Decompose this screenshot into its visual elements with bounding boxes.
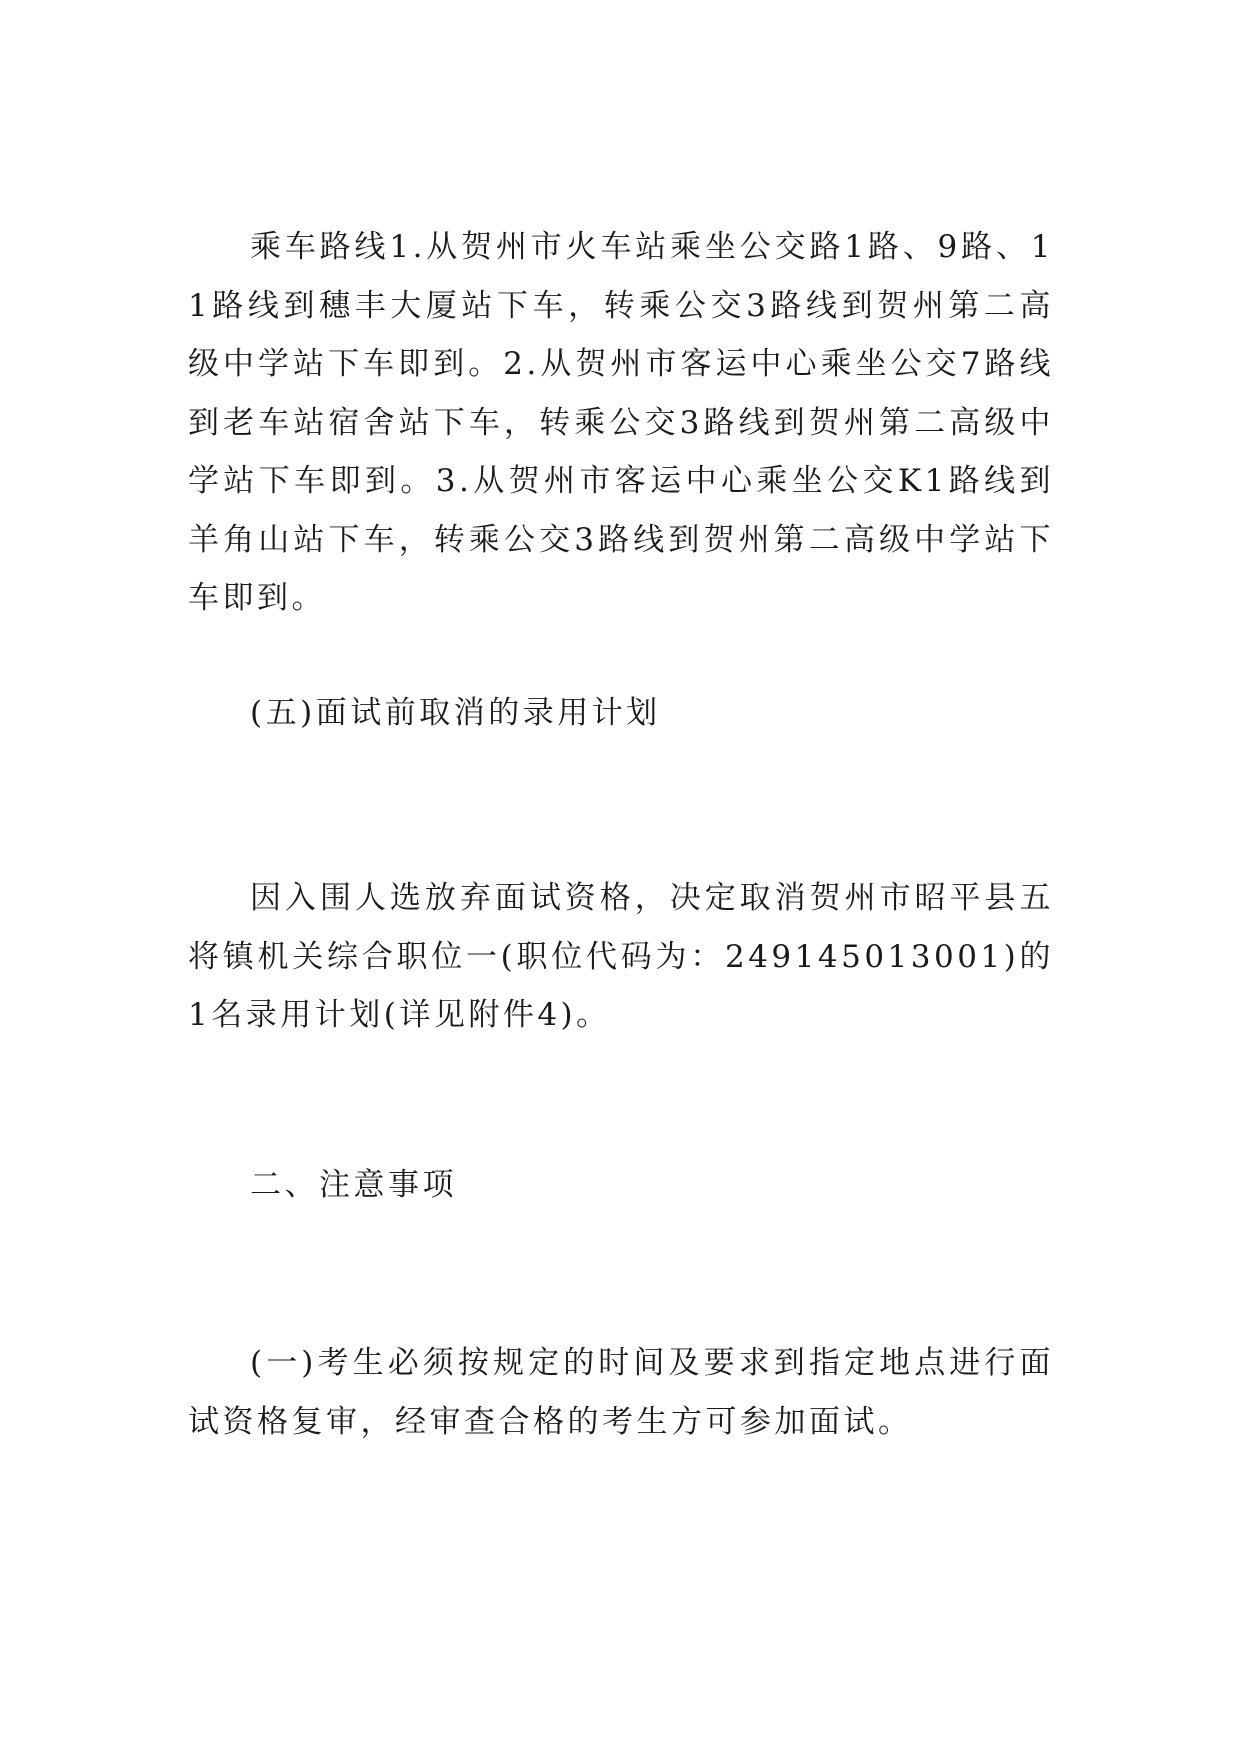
cancelled-plan-paragraph: 因入围人选放弃面试资格，决定取消贺州市昭平县五将镇机关综合职位一(职位代码为：249145013001)的1名录用计划(详见附件4)。 <box>188 880 1054 1033</box>
section-heading-cancelled-plan: (五)面试前取消的录用计划 <box>250 695 661 731</box>
bus-route-paragraph: 乘车路线1.从贺州市火车站乘坐公交路1路、9路、11路线到穗丰大厦站下车，转乘公交3路线到贺州第二高级中学站下车即到。2.从贺州市客运中心乘坐公交7路线到老车站宿舍站下车，转乘公交3路线到贺州第二高级中学站下车即到。3.从贺州市客运中心乘坐公交K1路线到羊角山站下车，转乘公交3路线到贺州第二高级中学站下车即到。 <box>188 229 1054 616</box>
section-heading-notes: 二、注意事项 <box>250 1167 457 1203</box>
notes-item-1-paragraph: (一)考生必须按规定的时间及要求到指定地点进行面试资格复审，经审查合格的考生方可参加面试。 <box>188 1345 1054 1440</box>
